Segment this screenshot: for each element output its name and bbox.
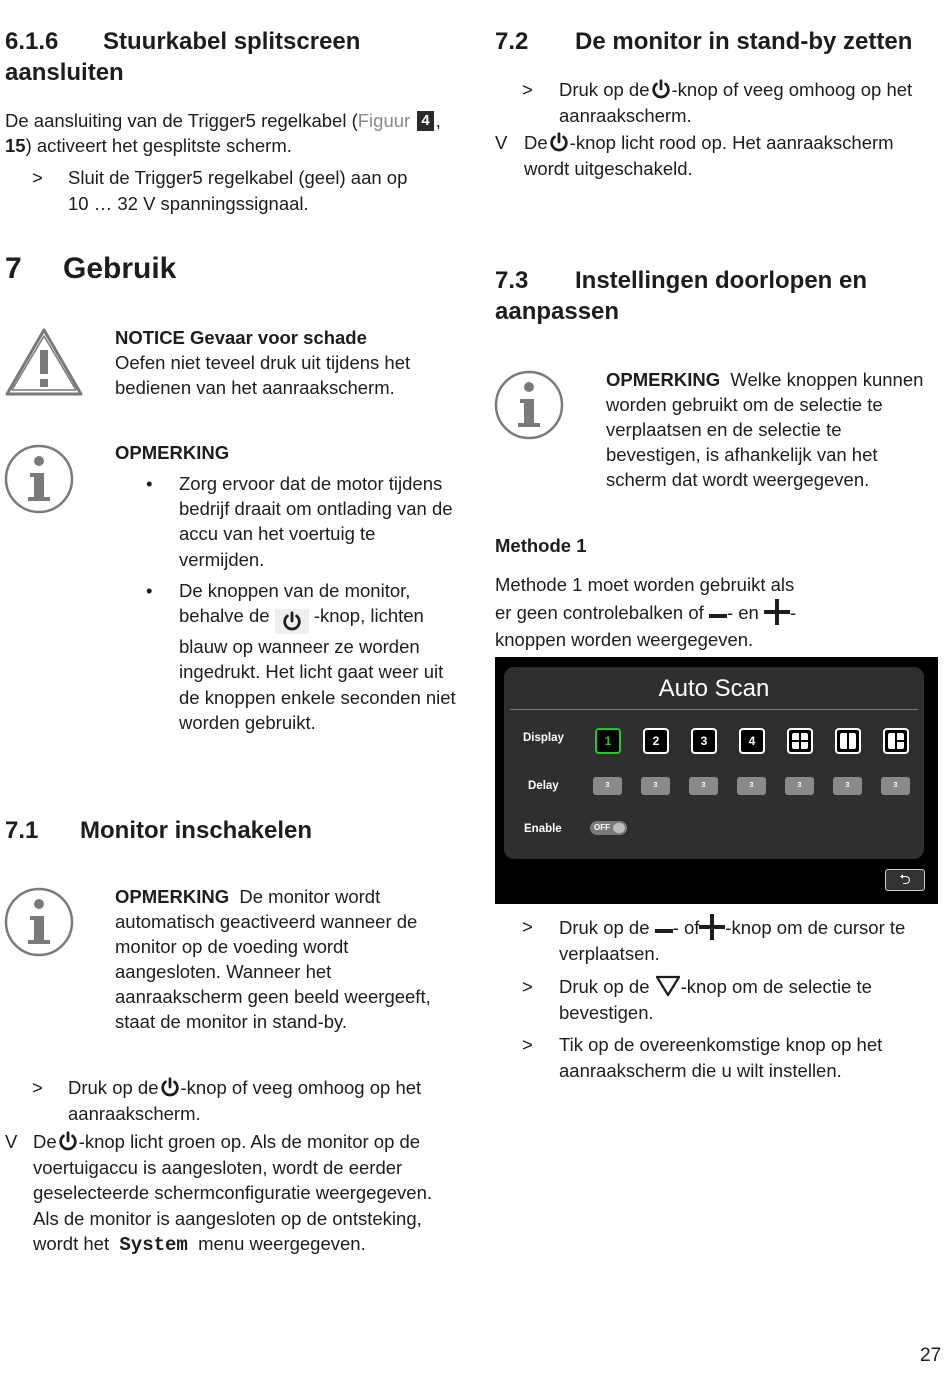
- page-number: 27: [920, 1345, 942, 1366]
- quad-view-icon: [791, 732, 809, 750]
- heading-6-1-6: [5, 26, 460, 88]
- section-number: 7.3: [495, 267, 529, 294]
- split-view-icon: [839, 732, 857, 750]
- note-bullets: [115, 471, 460, 735]
- power-icon: [159, 1075, 181, 1099]
- section-title: Instellingen doorlopen en aanpassen: [495, 267, 868, 325]
- delay-button[interactable]: 3: [833, 777, 862, 795]
- heading-7: [5, 250, 460, 288]
- list-item: • De knoppen van de monitor, behalve de -knop, lichten blauw op wanneer ze worden ingedrukt. Het licht gaat weer uit de knoppen enkele seconden niet worden gebruikt.: [146, 579, 456, 733]
- delay-button[interactable]: 3: [785, 777, 814, 795]
- figure-position: 15: [5, 135, 26, 156]
- power-icon: [57, 1129, 79, 1153]
- section-title: Gebruik: [63, 252, 177, 285]
- step-confirm-selection: > Druk op de -knop om de selectie te bevestigen.: [522, 976, 872, 1023]
- delay-button[interactable]: 3: [689, 777, 718, 795]
- auto-scan-screenshot: [495, 657, 938, 904]
- system-menu-label: System: [119, 1234, 188, 1256]
- bullet: •: [146, 473, 153, 494]
- note-text: Welke knoppen kunnen worden gebruikt om de selectie te verplaatsen en de selectie te bevestigen, is afhankelijk van het scherm dat wordt weergegeven.: [606, 369, 924, 490]
- note-title: OPMERKING: [115, 442, 230, 463]
- heading-7-2: [495, 26, 945, 57]
- list-item: • Zorg ervoor dat de motor tijdens bedrijf draait om ontlading van de accu van het voertuig te vermijden.: [146, 473, 453, 570]
- result-marker: V: [5, 1131, 18, 1152]
- section-number: 7: [5, 252, 22, 285]
- step-text: Sluit de Trigger5 regelkabel (geel) aan op 10 … 32 V spanningssignaal.: [68, 167, 408, 214]
- notice-text: Oefen niet teveel druk uit tijdens het bedienen van het aanraakscherm.: [115, 352, 411, 398]
- display-tri-view-button[interactable]: [883, 728, 909, 754]
- plus-icon: [764, 599, 790, 625]
- section-title: De monitor in stand-by zetten: [575, 28, 913, 55]
- step-move-cursor: > Druk op de - of -knop om de cursor te verplaatsen.: [522, 916, 906, 964]
- notice-callout: [115, 325, 460, 400]
- display-quad-view-button[interactable]: [787, 728, 813, 754]
- section-number: 6.1.6: [5, 28, 59, 55]
- delay-button[interactable]: 3: [641, 777, 670, 795]
- step-marker: >: [522, 1034, 533, 1055]
- step-text: Tik op de overeenkomstige knop op het aanraakscherm die u wilt instellen.: [559, 1034, 883, 1081]
- note-callout-3: [606, 367, 941, 492]
- divider: [510, 709, 918, 710]
- note-text: De monitor wordt automatisch geactiveerd wanneer de monitor op de voeding wordt aangesloten. Wanneer het aanraakscherm geen beeld weergeeft, staat de monitor in stand-by.: [115, 886, 431, 1032]
- step-marker: >: [522, 976, 533, 997]
- enable-label: Enable: [524, 823, 562, 835]
- section-number: 7.2: [495, 28, 529, 55]
- section-number: 7.1: [5, 817, 39, 844]
- delay-button[interactable]: 3: [737, 777, 766, 795]
- note-title: OPMERKING: [115, 886, 230, 907]
- result-power-on: V De -knop licht groen op. Als de monitor op de voertuigaccu is aangesloten, wordt de eerder geselecteerde schermconfiguratie weergegeven. Als de monitor is aangesloten op de ontsteking, wordt het System menu weergegeven.: [5, 1131, 433, 1256]
- minus-icon: [655, 924, 673, 938]
- delay-label: Delay: [528, 780, 559, 792]
- info-icon: [4, 887, 74, 957]
- method-title: Methode 1: [495, 535, 587, 556]
- heading-7-3: [495, 265, 945, 327]
- display-split-view-button[interactable]: [835, 728, 861, 754]
- back-arrow-icon: ⮌: [899, 871, 911, 887]
- enable-toggle[interactable]: OFF: [590, 821, 627, 835]
- step-standby: > Druk op de -knop of veeg omhoog op het aanraakscherm.: [522, 79, 913, 126]
- display-label: Display: [523, 732, 564, 744]
- display-button-3[interactable]: 3: [691, 728, 717, 754]
- auto-scan-panel: [504, 667, 924, 859]
- result-standby: V De -knop licht rood op. Het aanraakscherm wordt uitgeschakeld.: [495, 132, 894, 179]
- heading-7-1: [5, 815, 460, 846]
- step-marker: >: [32, 167, 43, 188]
- notice-title: NOTICE Gevaar voor schade: [115, 327, 367, 348]
- screen-title: Auto Scan: [658, 675, 770, 702]
- step-marker: >: [522, 79, 533, 100]
- figure-link[interactable]: Figuur: [357, 110, 411, 131]
- display-button-2[interactable]: 2: [643, 728, 669, 754]
- power-icon: [650, 77, 672, 101]
- step-tap-button: [522, 1032, 942, 1083]
- section-title: Stuurkabel splitscreen aansluiten: [5, 28, 361, 86]
- note-title: OPMERKING: [606, 369, 721, 390]
- delay-button[interactable]: 3: [881, 777, 910, 795]
- note-callout-1: [115, 440, 460, 741]
- step-marker: >: [522, 916, 533, 937]
- confirm-triangle-icon: [655, 975, 681, 997]
- warning-icon: [4, 326, 84, 398]
- intro-paragraph: De aansluiting van de Trigger5 regelkabel (Figuur 4 , 15) activeert het gesplitste scherm.: [5, 110, 441, 156]
- back-button[interactable]: [885, 869, 925, 891]
- step-connect-cable: [32, 165, 432, 216]
- minus-icon: [709, 609, 727, 623]
- step-marker: >: [32, 1077, 43, 1098]
- power-icon: [548, 130, 570, 154]
- info-icon: [494, 370, 564, 440]
- bullet: •: [146, 579, 153, 601]
- delay-button[interactable]: 3: [593, 777, 622, 795]
- plus-icon: [699, 914, 725, 940]
- note-callout-2: [115, 884, 445, 1034]
- power-icon: [275, 609, 309, 634]
- figure-number-badge[interactable]: 4: [417, 111, 433, 131]
- method-text: Methode 1 moet worden gebruikt als er geen controlebalken of - en -knoppen worden weergegeven.: [495, 574, 797, 650]
- info-icon: [4, 444, 74, 514]
- display-button-1[interactable]: 1: [595, 728, 621, 754]
- result-marker: V: [495, 132, 508, 153]
- section-title: Monitor inschakelen: [80, 817, 313, 844]
- display-button-4[interactable]: 4: [739, 728, 765, 754]
- step-power-on: > Druk op de -knop of veeg omhoog op het aanraakscherm.: [32, 1077, 422, 1124]
- tri-view-icon: [887, 732, 905, 750]
